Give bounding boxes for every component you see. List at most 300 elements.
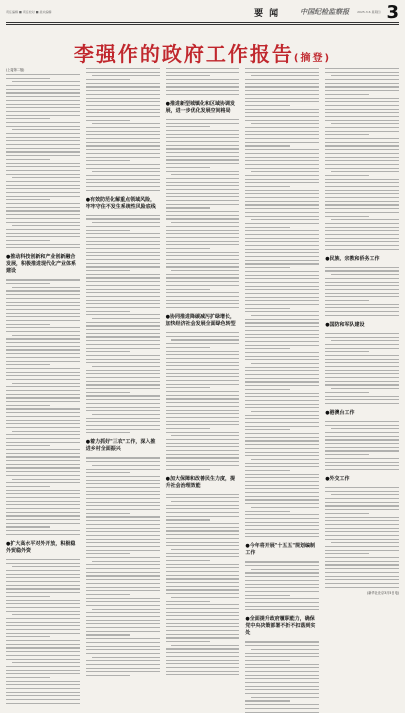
text-line (166, 560, 210, 561)
text-line (86, 241, 160, 242)
text-line (325, 127, 399, 128)
text-line (245, 437, 319, 438)
text-line (325, 432, 399, 433)
text-line (6, 464, 80, 465)
text-line (6, 603, 80, 604)
text-line (166, 406, 240, 407)
text-line (245, 700, 289, 701)
text-line (245, 385, 319, 386)
text-line (86, 226, 160, 227)
text-line (245, 481, 319, 482)
subheading: ●外交工作 (325, 476, 350, 482)
text-line (166, 159, 240, 160)
text-line (86, 101, 160, 102)
text-line (245, 712, 319, 713)
text-line (245, 492, 319, 493)
text-line (325, 241, 399, 242)
text-line (86, 476, 160, 477)
text-line (166, 171, 240, 172)
text-line (92, 222, 160, 223)
text-line (166, 564, 240, 565)
text-line (251, 459, 319, 460)
text-line (86, 160, 130, 161)
text-line (6, 592, 80, 593)
text-line (245, 499, 319, 500)
text-line (86, 274, 160, 275)
text-line (166, 90, 240, 91)
text-block (166, 119, 240, 308)
text-line (245, 145, 289, 146)
text-line (331, 171, 399, 172)
text-line (245, 83, 319, 84)
text-line (245, 90, 319, 91)
text-line (6, 504, 80, 505)
text-line (245, 606, 319, 607)
text-line (166, 119, 240, 120)
text-line (245, 444, 319, 445)
text-line (166, 343, 240, 344)
text-line (86, 134, 160, 135)
header-rule (6, 22, 399, 23)
text-line (86, 153, 160, 154)
text-line (245, 190, 319, 191)
text-line (6, 305, 80, 306)
text-line (245, 466, 319, 467)
text-line (6, 96, 80, 97)
text-line (86, 79, 130, 80)
text-line (86, 322, 160, 323)
text-line (86, 502, 160, 503)
text-line (86, 218, 160, 219)
text-line (245, 525, 319, 526)
text-line (92, 75, 160, 76)
text-line (86, 68, 160, 69)
text-line (6, 386, 80, 387)
text-line (245, 418, 319, 419)
text-line (166, 178, 240, 179)
text-line (245, 308, 289, 309)
text-line (245, 396, 319, 397)
text-line (6, 412, 80, 413)
text-block (166, 494, 240, 676)
text-line (86, 112, 160, 113)
dateline: (新华社北京3月5日电) (366, 590, 399, 595)
text-line (166, 402, 240, 403)
text-line (245, 286, 319, 287)
text-line (6, 519, 80, 520)
text-line (86, 237, 160, 238)
text-line (6, 681, 80, 682)
text-line (245, 576, 319, 577)
page-header (6, 1, 399, 23)
text-line (166, 626, 240, 627)
text-line (86, 285, 160, 286)
text-line (166, 130, 240, 131)
text-line (86, 230, 130, 231)
text-line (245, 359, 319, 360)
text-line (166, 365, 240, 366)
text-line (86, 634, 130, 635)
text-line (245, 168, 319, 169)
text-line (325, 458, 399, 459)
text-line (86, 182, 160, 183)
editor-credits: 责任编辑 ■ 责任校对 ■ 美术编辑 (6, 10, 52, 14)
text-line (6, 508, 80, 509)
text-line (245, 686, 319, 687)
text-line (325, 90, 399, 91)
subheading: ●扩大高水平对外开放，积极稳外贸稳外资 (6, 540, 76, 554)
text-line (86, 546, 160, 547)
text-line (6, 279, 80, 280)
text-line (325, 583, 399, 584)
text-line (6, 133, 80, 134)
text-line (331, 494, 399, 495)
text-line (86, 248, 160, 249)
text-line (6, 523, 80, 524)
text-line (166, 582, 240, 583)
text-line (325, 86, 399, 87)
text-line (325, 333, 399, 334)
text-line (245, 511, 289, 512)
text-line (245, 598, 319, 599)
text-line (325, 421, 399, 422)
text-line (166, 300, 240, 301)
text-line (166, 189, 240, 190)
text-line (166, 391, 240, 392)
text-line (166, 443, 240, 444)
text-line (6, 633, 80, 634)
text-line (166, 660, 240, 661)
column-5 (325, 68, 399, 713)
text-line (166, 376, 240, 377)
text-line (325, 94, 369, 95)
text-line (166, 185, 240, 186)
text-line (6, 122, 80, 123)
text-line (166, 252, 240, 253)
text-line (166, 277, 240, 278)
text-line (245, 197, 319, 198)
text-line (86, 410, 160, 411)
text-line (245, 160, 319, 161)
text-line (6, 163, 80, 164)
text-line (86, 553, 130, 554)
text-line (86, 457, 160, 458)
text-line (86, 307, 160, 308)
text-line (245, 116, 319, 117)
text-line (86, 259, 160, 260)
text-line (166, 141, 240, 142)
text-line (245, 109, 319, 110)
text-line (86, 289, 160, 290)
text-line (86, 531, 160, 532)
text-line (166, 75, 210, 76)
text-line (6, 390, 80, 391)
text-line (86, 631, 160, 632)
text-line (86, 215, 160, 216)
text-line (6, 449, 80, 450)
text-line (92, 561, 160, 562)
text-line (325, 285, 399, 286)
text-line (245, 72, 319, 73)
text-line (245, 656, 319, 657)
text-line (6, 651, 80, 652)
text-line (6, 629, 80, 630)
text-line (325, 550, 399, 551)
text-line (86, 168, 160, 169)
text-line (86, 292, 160, 293)
text-line (251, 697, 319, 698)
text-line (6, 170, 80, 171)
text-line (86, 579, 160, 580)
text-line (12, 383, 80, 384)
text-line (166, 292, 240, 293)
text-line (6, 670, 80, 671)
text-line (166, 137, 240, 138)
text-line (325, 509, 399, 510)
text-line (86, 277, 160, 278)
text-line (245, 68, 319, 69)
text-line (325, 311, 399, 312)
text-line (6, 655, 80, 656)
headline (0, 38, 405, 67)
text-line (245, 216, 319, 217)
text-line (245, 426, 319, 427)
text-line (245, 671, 319, 672)
text-line (331, 274, 399, 275)
text-line (12, 129, 80, 130)
text-line (6, 408, 80, 409)
text-line (86, 348, 160, 349)
text-line (166, 439, 240, 440)
text-line (86, 186, 160, 187)
text-line (331, 123, 399, 124)
text-line (86, 425, 160, 426)
text-line (6, 331, 80, 332)
text-line (245, 98, 319, 99)
text-line (245, 300, 319, 301)
text-line (86, 483, 160, 484)
text-line (166, 248, 210, 249)
text-line (166, 516, 240, 517)
text-line (245, 367, 319, 368)
text-line (331, 428, 399, 429)
text-line (325, 197, 399, 198)
text-line (245, 230, 319, 231)
text-line (166, 667, 240, 668)
text-line (325, 337, 399, 338)
text-line (86, 520, 160, 521)
text-line (325, 249, 399, 250)
text-line (166, 663, 240, 664)
text-line (166, 226, 240, 227)
text-block (325, 333, 399, 404)
text-line (6, 493, 80, 494)
text-line (245, 448, 319, 449)
text-block (325, 487, 399, 588)
text-line (166, 274, 240, 275)
text-line (86, 535, 160, 536)
text-line (331, 388, 399, 389)
text-line (245, 422, 319, 423)
text-line (166, 354, 240, 355)
text-line (245, 609, 319, 610)
text-line (86, 370, 160, 371)
text-line (166, 450, 240, 451)
text-line (325, 517, 399, 518)
text-line (6, 673, 80, 674)
text-line (92, 171, 160, 172)
text-line (245, 120, 319, 121)
text-line (245, 138, 319, 139)
text-line (245, 127, 319, 128)
text-line (86, 98, 160, 99)
text-line (245, 689, 319, 690)
subheading: ●全面提升政府履职能力，确保党中央决策部署不折不扣落到实处 (245, 616, 316, 637)
text-line (325, 399, 399, 400)
text-line (325, 186, 399, 187)
text-line (166, 207, 210, 208)
text-line (245, 587, 319, 588)
text-line (166, 263, 240, 264)
text-line (92, 609, 160, 610)
text-line (86, 671, 160, 672)
text-line (166, 204, 240, 205)
text-line (325, 465, 399, 466)
text-line (86, 86, 160, 87)
text-line (86, 384, 160, 385)
text-line (86, 590, 160, 591)
text-line (166, 156, 240, 157)
text-line (245, 496, 319, 497)
text-line (6, 207, 80, 208)
text-line (6, 497, 80, 498)
text-line (6, 607, 80, 608)
text-line (6, 515, 80, 516)
text-line (251, 219, 319, 220)
text-line (6, 313, 80, 314)
text-line (6, 559, 80, 560)
text-line (325, 366, 399, 367)
text-line (245, 260, 319, 261)
text-line (166, 623, 240, 624)
text-line (325, 447, 399, 448)
text-line (6, 534, 80, 535)
text-line (86, 311, 130, 312)
text-line (6, 338, 80, 339)
text-line (166, 296, 240, 297)
text-line (6, 240, 50, 241)
text-line (325, 138, 399, 139)
text-line (6, 74, 80, 75)
text-line (12, 431, 80, 432)
text-line (6, 100, 80, 101)
text-line (245, 208, 319, 209)
text-line (6, 247, 80, 248)
text-line (325, 116, 399, 117)
text-line (86, 418, 160, 419)
text-line (6, 456, 80, 457)
text-line (166, 575, 240, 576)
text-line (325, 307, 399, 308)
text-line (6, 397, 80, 398)
text-line (6, 126, 80, 127)
text-line (166, 656, 240, 657)
text-line (86, 381, 160, 382)
text-block (325, 267, 399, 316)
text-line (245, 319, 319, 320)
text-line (245, 536, 319, 537)
text-line (12, 614, 80, 615)
text-line (245, 345, 319, 346)
text-line (245, 452, 319, 453)
text-line (86, 516, 160, 517)
text-line (6, 375, 80, 376)
text-line (166, 545, 240, 546)
text-line (245, 157, 319, 158)
text-line (245, 400, 319, 401)
text-line (245, 326, 319, 327)
text-line (166, 601, 210, 602)
text-line (6, 196, 80, 197)
text-line (86, 105, 160, 106)
text-line (166, 637, 240, 638)
text-line (86, 491, 160, 492)
text-line (86, 109, 160, 110)
text-line (166, 505, 240, 506)
text-line (86, 138, 160, 139)
text-line (245, 164, 319, 165)
text-line (86, 142, 160, 143)
text-line (331, 542, 399, 543)
text-line (325, 134, 369, 135)
text-line (245, 503, 319, 504)
text-line (6, 346, 80, 347)
text-line (86, 83, 160, 84)
subheading: ●港澳台工作 (325, 409, 355, 416)
text-line (86, 351, 130, 352)
text-line (86, 498, 160, 499)
text-line (171, 645, 239, 646)
text-block (6, 559, 80, 704)
text-line (166, 266, 240, 267)
text-line (86, 233, 160, 234)
text-line (86, 675, 130, 676)
text-line (166, 421, 240, 422)
text-line (245, 322, 319, 323)
text-line (171, 549, 239, 550)
text-line (6, 320, 80, 321)
text-line (325, 282, 399, 283)
text-line (6, 563, 80, 564)
text-line (166, 148, 240, 149)
text-line (6, 416, 80, 417)
text-line (6, 361, 80, 362)
text-line (245, 433, 319, 434)
text-line (86, 505, 160, 506)
text-line (245, 193, 319, 194)
text-line (325, 201, 399, 202)
text-line (166, 523, 240, 524)
text-line (245, 267, 289, 268)
text-line (325, 392, 369, 393)
text-line (245, 101, 319, 102)
text-line (86, 131, 160, 132)
text-line (325, 505, 399, 506)
text-line (325, 230, 399, 231)
text-line (245, 245, 319, 246)
text-line (166, 527, 240, 528)
text-line (245, 641, 319, 642)
